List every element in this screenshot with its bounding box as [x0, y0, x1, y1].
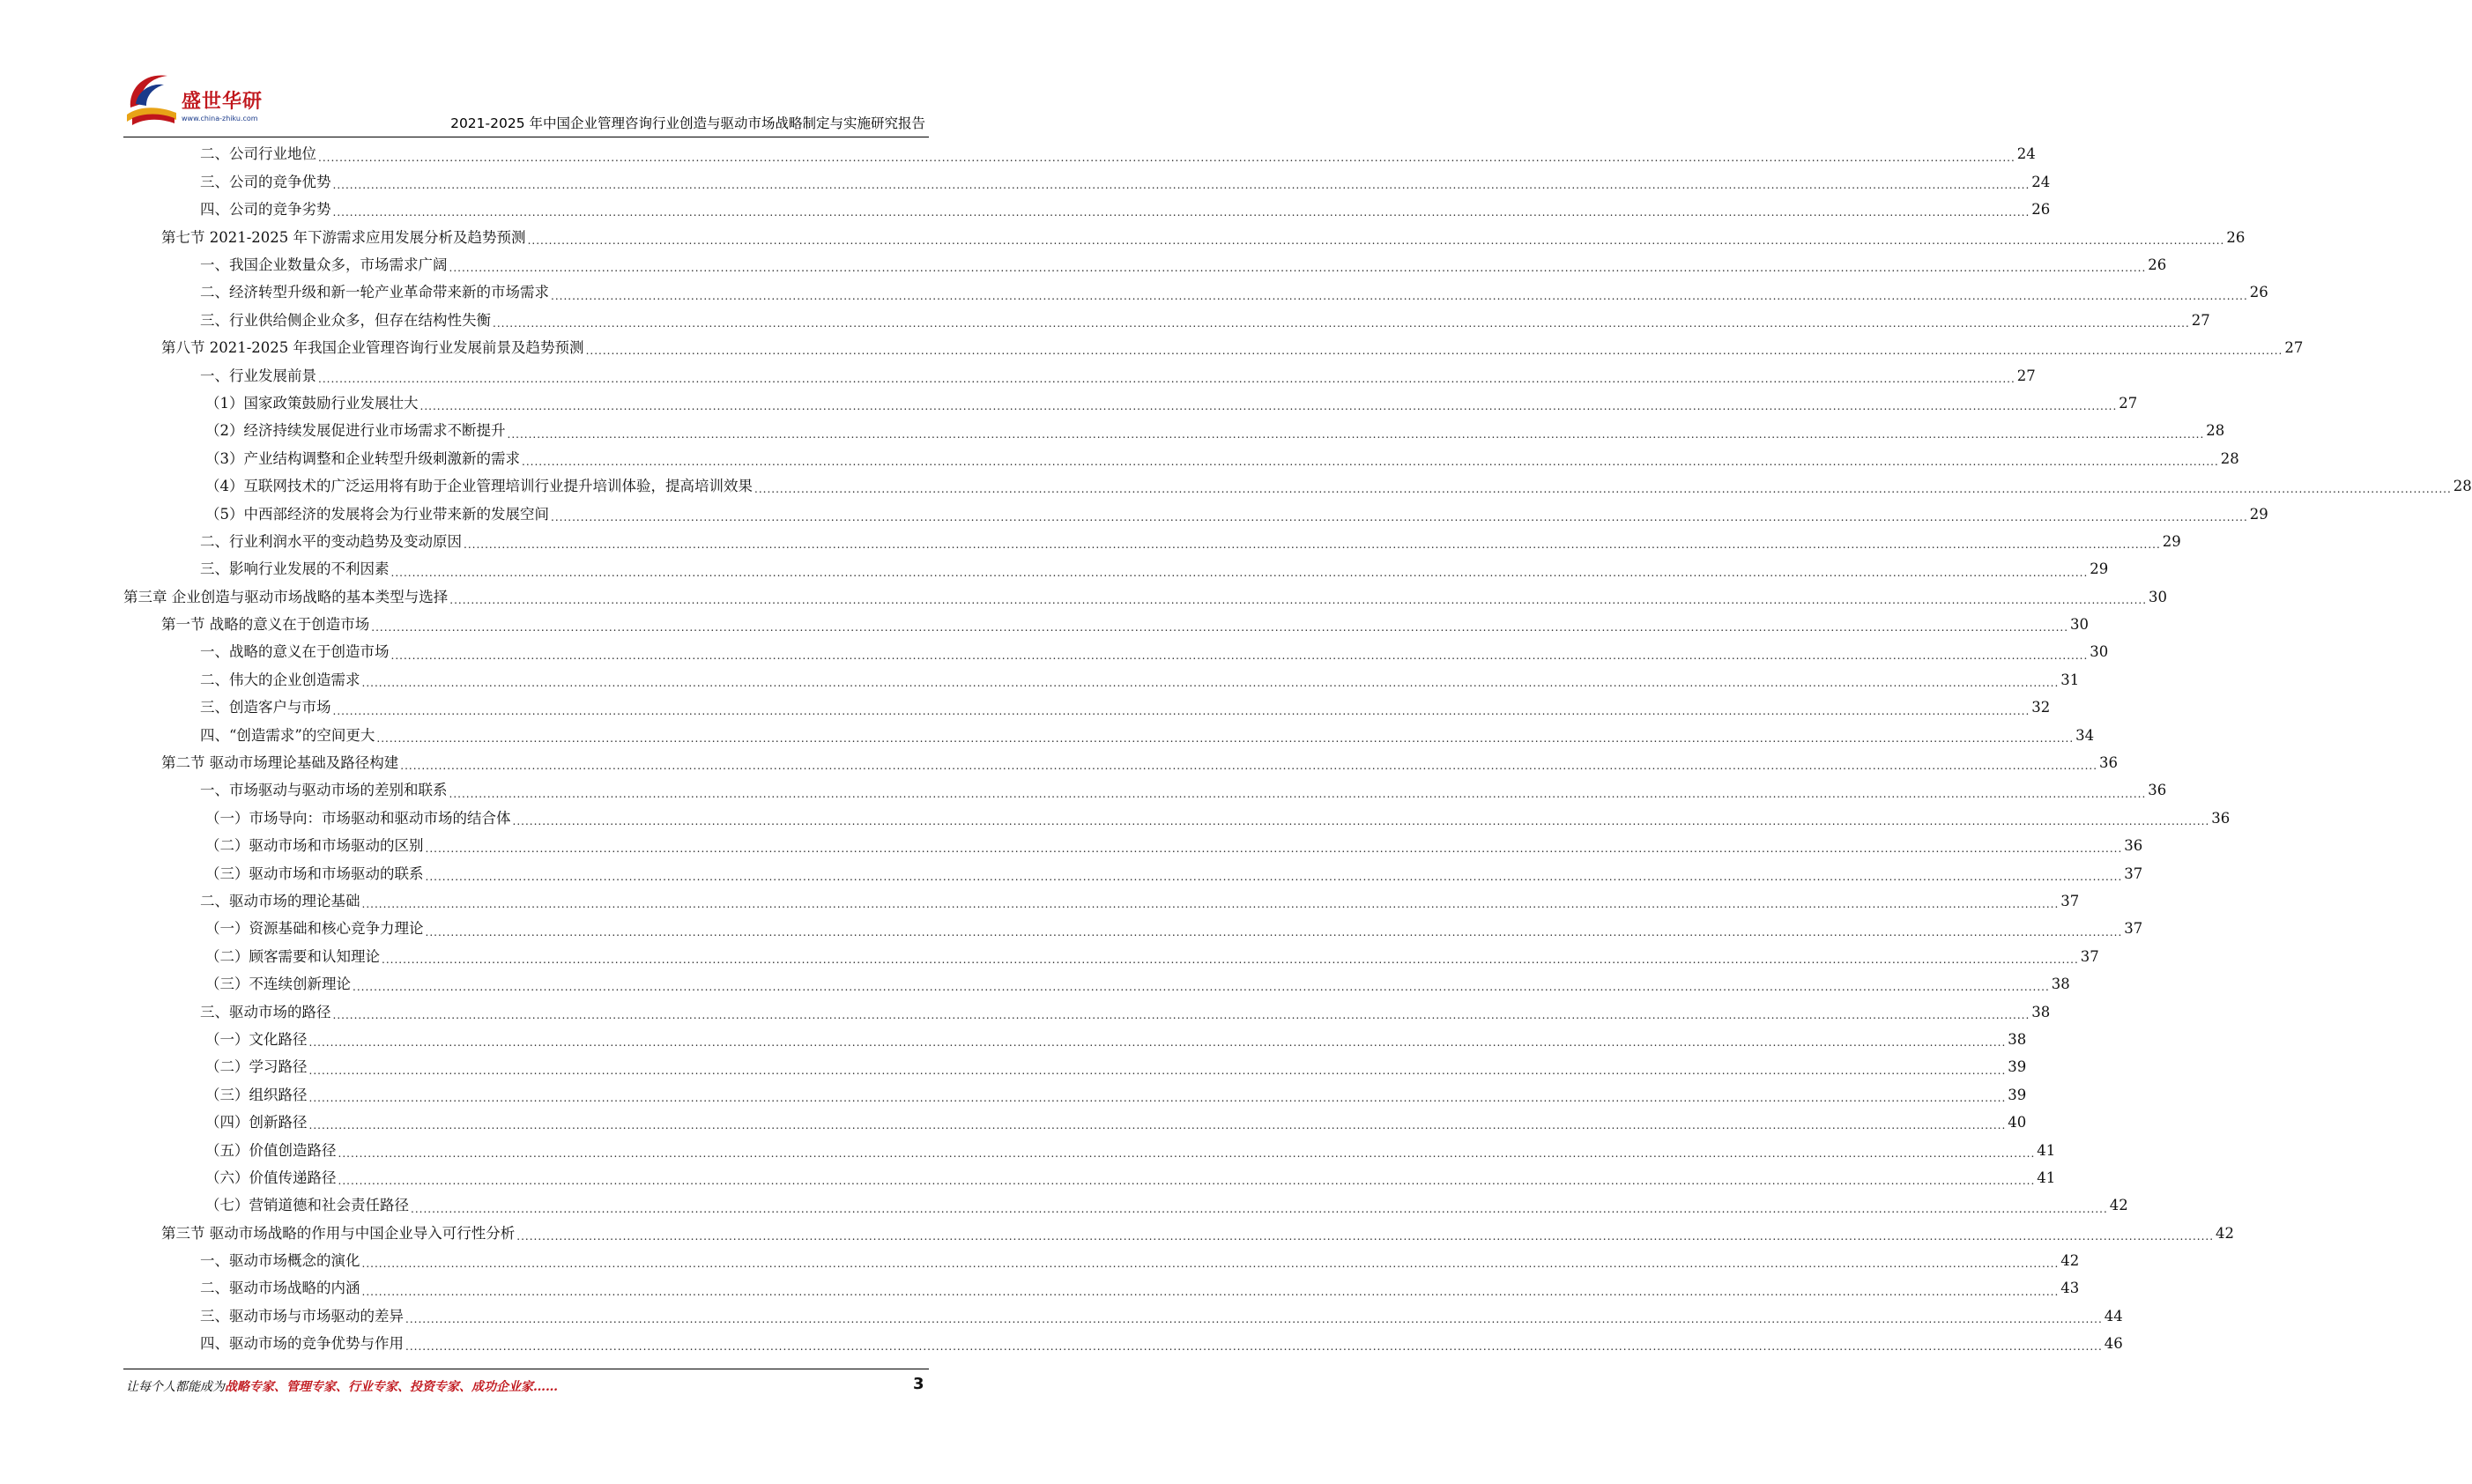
- toc-leader-dots: ................................................................................................................................................................................................................................................................................................................................................................................................................: [405, 1340, 2103, 1354]
- toc-entry[interactable]: [123, 1331, 2123, 1358]
- toc-entry[interactable]: [123, 639, 2109, 666]
- toc-entry-page: 27: [2284, 339, 2304, 357]
- toc-entry-page: 37: [2124, 864, 2143, 882]
- toc-entry-title: 三、驱动市场与市场驱动的差异: [200, 1307, 404, 1324]
- toc-entry-title: 四、“创造需求”的空间更大: [200, 726, 375, 744]
- toc-entry-page: 42: [2109, 1197, 2128, 1214]
- logo-url: www.china-zhiku.com: [182, 115, 258, 122]
- toc-entry[interactable]: [123, 612, 2090, 639]
- toc-entry[interactable]: [123, 445, 2239, 472]
- toc-leader-dots: ................................................................................................................................................................................................................................................................................................................................................................................................................: [338, 1175, 2036, 1188]
- toc-entry-title: 二、经济转型升级和新一轮产业革命带来新的市场需求: [200, 284, 549, 301]
- toc-entry-page: 27: [2191, 311, 2210, 329]
- toc-entry-page: 29: [2162, 532, 2181, 550]
- toc-entry-page: 26: [2249, 284, 2268, 301]
- toc-leader-dots: ................................................................................................................................................................................................................................................................................................................................................................................................................: [464, 538, 2161, 552]
- toc-entry[interactable]: [123, 252, 2167, 279]
- toc-entry[interactable]: [123, 501, 2268, 528]
- toc-entry-page: 34: [2075, 726, 2095, 744]
- toc-entry-page: 46: [2104, 1335, 2123, 1353]
- toc-leader-dots: ................................................................................................................................................................................................................................................................................................................................................................................................................: [419, 400, 2118, 413]
- toc-entry[interactable]: [123, 473, 2472, 501]
- toc-leader-dots: ................................................................................................................................................................................................................................................................................................................................................................................................................: [425, 925, 2123, 939]
- toc-entry-title: 四、公司的竞争劣势: [200, 201, 331, 219]
- toc-leader-dots: ................................................................................................................................................................................................................................................................................................................................................................................................................: [527, 234, 2225, 247]
- toc-entry[interactable]: [123, 307, 2210, 334]
- toc-entry-title: 二、驱动市场战略的内涵: [200, 1280, 360, 1297]
- toc-leader-dots: ................................................................................................................................................................................................................................................................................................................................................................................................................: [516, 1229, 2215, 1243]
- toc-entry-title: 一、我国企业数量众多，市场需求广阔: [200, 256, 448, 273]
- toc-entry-page: 39: [2008, 1086, 2027, 1103]
- toc-entry[interactable]: [123, 556, 2109, 583]
- toc-entry-page: 28: [2220, 449, 2239, 467]
- toc-entry-page: 41: [2037, 1169, 2056, 1186]
- toc-leader-dots: ................................................................................................................................................................................................................................................................................................................................................................................................................: [522, 455, 2219, 468]
- toc-entry[interactable]: [123, 777, 2167, 805]
- toc-entry-page: 39: [2008, 1058, 2027, 1076]
- toc-entry[interactable]: [123, 805, 2231, 832]
- toc-entry[interactable]: [123, 833, 2143, 860]
- toc-leader-dots: ................................................................................................................................................................................................................................................................................................................................................................................................................: [449, 593, 2148, 606]
- toc-leader-dots: ................................................................................................................................................................................................................................................................................................................................................................................................................: [332, 704, 2030, 717]
- toc-entry-page: 32: [2031, 699, 2051, 716]
- toc-leader-dots: ................................................................................................................................................................................................................................................................................................................................................................................................................: [551, 289, 2248, 302]
- toc-entry-title: 第七节 2021-2025 年下游需求应用发展分析及趋势预测: [161, 228, 526, 246]
- toc-leader-dots: ................................................................................................................................................................................................................................................................................................................................................................................................................: [390, 566, 2089, 579]
- toc-entry[interactable]: [123, 1109, 2027, 1137]
- toc-entry-page: 43: [2060, 1280, 2080, 1297]
- toc-leader-dots: ................................................................................................................................................................................................................................................................................................................................................................................................................: [318, 372, 2015, 385]
- toc-leader-dots: ................................................................................................................................................................................................................................................................................................................................................................................................................: [411, 1202, 2108, 1215]
- footer-slogan: [126, 1377, 558, 1395]
- toc-entry[interactable]: [123, 722, 2095, 749]
- toc-entry-title: （2）经济持续发展促进行业市场需求不断提升: [205, 422, 506, 440]
- toc-leader-dots: ................................................................................................................................................................................................................................................................................................................................................................................................................: [338, 1146, 2036, 1160]
- toc-leader-dots: ................................................................................................................................................................................................................................................................................................................................................................................................................: [308, 1036, 2007, 1050]
- toc-entry[interactable]: [123, 860, 2143, 887]
- toc-entry-page: 36: [2211, 809, 2231, 827]
- toc-leader-dots: ................................................................................................................................................................................................................................................................................................................................................................................................................: [318, 151, 2015, 164]
- toc-entry-page: 30: [2149, 588, 2168, 605]
- toc-entry-page: 36: [2099, 754, 2119, 772]
- toc-entry-page: 38: [2051, 976, 2070, 993]
- toc-entry-page: 24: [2016, 145, 2036, 163]
- toc-entry-title: 第八节 2021-2025 年我国企业管理咨询行业发展前景及趋势预测: [161, 339, 584, 357]
- toc-leader-dots: ................................................................................................................................................................................................................................................................................................................................................................................................................: [405, 1313, 2103, 1326]
- logo-swoosh-icon: [123, 69, 180, 130]
- toc-entry[interactable]: [123, 888, 2080, 916]
- toc-entry-page: 37: [2080, 947, 2099, 965]
- toc-leader-dots: ................................................................................................................................................................................................................................................................................................................................................................................................................: [400, 760, 2098, 773]
- report-title: 2021-2025 年中国企业管理咨询行业创造与驱动市场战略制定与实施研究报告: [450, 115, 925, 131]
- toc-leader-dots: ................................................................................................................................................................................................................................................................................................................................................................................................................: [308, 1091, 2007, 1104]
- toc-entry[interactable]: [123, 916, 2143, 943]
- toc-entry-title: 三、影响行业发展的不利因素: [200, 560, 390, 578]
- toc-leader-dots: ................................................................................................................................................................................................................................................................................................................................................................................................................: [449, 787, 2147, 800]
- toc-entry-page: 26: [2148, 256, 2167, 273]
- toc-leader-dots: ................................................................................................................................................................................................................................................................................................................................................................................................................: [493, 317, 2190, 330]
- toc-entry-title: 一、驱动市场概念的演化: [200, 1252, 360, 1270]
- toc-entry-page: 37: [2124, 920, 2143, 938]
- toc-entry[interactable]: [123, 998, 2051, 1026]
- toc-entry-page: 30: [2070, 616, 2090, 634]
- toc-entry-title: （5）中西部经济的发展将会为行业带来新的发展空间: [205, 505, 549, 523]
- toc-entry[interactable]: [123, 666, 2080, 694]
- toc-entry-title: （一）市场导向：市场驱动和驱动市场的结合体: [205, 809, 511, 827]
- toc-leader-dots: ................................................................................................................................................................................................................................................................................................................................................................................................................: [353, 981, 2050, 994]
- toc-entry[interactable]: [123, 224, 2246, 251]
- table-of-contents: [123, 141, 2472, 1358]
- toc-leader-dots: ................................................................................................................................................................................................................................................................................................................................................................................................................: [371, 621, 2069, 634]
- toc-entry[interactable]: [123, 197, 2051, 224]
- toc-entry[interactable]: [123, 1081, 2027, 1109]
- toc-entry-page: 38: [2008, 1030, 2027, 1048]
- toc-entry-title: 四、驱动市场的竞争优势与作用: [200, 1335, 404, 1353]
- toc-entry[interactable]: [123, 279, 2268, 307]
- toc-entry[interactable]: [123, 1164, 2056, 1191]
- toc-entry[interactable]: [123, 1054, 2027, 1081]
- toc-entry-page: 44: [2104, 1307, 2123, 1324]
- footer-slogan-highlight: 战略专家、管理专家、行业专家、投资专家、成功企业家……: [225, 1380, 558, 1394]
- toc-leader-dots: ................................................................................................................................................................................................................................................................................................................................................................................................................: [551, 510, 2248, 523]
- toc-entry-title: 第一节 战略的意义在于创造市场: [161, 616, 370, 634]
- toc-entry-title: （三）驱动市场和市场驱动的联系: [205, 864, 424, 882]
- toc-entry[interactable]: [123, 390, 2138, 418]
- toc-entry-title: 三、公司的竞争优势: [200, 173, 331, 190]
- toc-entry-title: 第三章 企业创造与驱动市场战略的基本类型与选择: [123, 588, 449, 605]
- toc-entry[interactable]: [123, 1220, 2235, 1247]
- logo-text: 盛世华研: [182, 91, 264, 113]
- toc-leader-dots: ................................................................................................................................................................................................................................................................................................................................................................................................................: [390, 649, 2089, 662]
- toc-entry-title: 一、市场驱动与驱动市场的差别和联系: [200, 782, 448, 799]
- toc-leader-dots: ................................................................................................................................................................................................................................................................................................................................................................................................................: [308, 1119, 2007, 1132]
- toc-entry-title: 一、战略的意义在于创造市场: [200, 643, 390, 661]
- toc-entry[interactable]: [123, 418, 2225, 445]
- toc-entry-page: 28: [2206, 422, 2225, 440]
- toc-entry-page: 28: [2453, 478, 2472, 495]
- toc-entry-title: （3）产业结构调整和企业转型升级刺激新的需求: [205, 449, 520, 467]
- toc-entry-title: （四）创新路径: [205, 1114, 308, 1132]
- toc-entry[interactable]: [123, 1027, 2027, 1054]
- toc-leader-dots: ................................................................................................................................................................................................................................................................................................................................................................................................................: [361, 1258, 2060, 1271]
- toc-entry-page: 30: [2090, 643, 2109, 661]
- toc-leader-dots: ................................................................................................................................................................................................................................................................................................................................................................................................................: [507, 427, 2205, 441]
- toc-entry-title: （一）资源基础和核心竞争力理论: [205, 920, 424, 938]
- toc-entry-page: 24: [2031, 173, 2051, 190]
- toc-leader-dots: ................................................................................................................................................................................................................................................................................................................................................................................................................: [361, 677, 2060, 690]
- toc-entry-title: （二）驱动市场和市场驱动的区别: [205, 837, 424, 855]
- toc-leader-dots: ................................................................................................................................................................................................................................................................................................................................................................................................................: [332, 1008, 2030, 1021]
- toc-entry-title: 三、创造客户与市场: [200, 699, 331, 716]
- toc-entry-page: 36: [2148, 782, 2167, 799]
- toc-leader-dots: ................................................................................................................................................................................................................................................................................................................................................................................................................: [425, 842, 2123, 856]
- toc-leader-dots: ................................................................................................................................................................................................................................................................................................................................................................................................................: [512, 815, 2210, 828]
- toc-entry-title: 二、行业利润水平的变动趋势及变动原因: [200, 532, 462, 550]
- toc-entry[interactable]: [123, 362, 2036, 390]
- toc-entry-page: 29: [2249, 505, 2268, 523]
- toc-entry-page: 38: [2031, 1003, 2051, 1020]
- footer-slogan-prefix: 让每个人都能成为: [126, 1380, 225, 1394]
- toc-entry-page: 27: [2119, 394, 2138, 412]
- toc-entry[interactable]: [123, 694, 2051, 722]
- toc-entry[interactable]: [123, 528, 2181, 555]
- page-header: [123, 69, 925, 139]
- toc-entry[interactable]: [123, 1192, 2128, 1220]
- toc-entry-title: 二、驱动市场的理论基础: [200, 892, 360, 909]
- toc-entry[interactable]: [123, 971, 2070, 998]
- toc-entry-page: 40: [2008, 1114, 2027, 1132]
- toc-entry-title: （1）国家政策鼓励行业发展壮大: [205, 394, 419, 412]
- toc-leader-dots: ................................................................................................................................................................................................................................................................................................................................................................................................................: [332, 206, 2030, 219]
- toc-leader-dots: ................................................................................................................................................................................................................................................................................................................................................................................................................: [425, 870, 2123, 883]
- toc-entry-title: 三、驱动市场的路径: [200, 1003, 331, 1020]
- toc-entry-title: 第三节 驱动市场战略的作用与中国企业导入可行性分析: [161, 1224, 516, 1242]
- toc-entry[interactable]: [123, 335, 2304, 362]
- toc-entry-title: （七）营销道德和社会责任路径: [205, 1197, 409, 1214]
- toc-leader-dots: ................................................................................................................................................................................................................................................................................................................................................................................................................: [376, 731, 2075, 745]
- toc-entry-title: 第二节 驱动市场理论基础及路径构建: [161, 754, 399, 772]
- toc-entry[interactable]: [123, 168, 2051, 196]
- toc-entry[interactable]: [123, 141, 2036, 168]
- toc-entry-title: 三、行业供给侧企业众多，但存在结构性失衡: [200, 311, 491, 329]
- toc-entry-page: 36: [2124, 837, 2143, 855]
- toc-entry-page: 37: [2060, 892, 2080, 909]
- toc-leader-dots: ................................................................................................................................................................................................................................................................................................................................................................................................................: [754, 483, 2452, 496]
- toc-leader-dots: ................................................................................................................................................................................................................................................................................................................................................................................................................: [449, 262, 2147, 275]
- toc-entry-title: （五）价值创造路径: [205, 1141, 337, 1159]
- toc-entry-page: 26: [2031, 201, 2051, 219]
- toc-entry-title: （二）顾客需要和认知理论: [205, 947, 380, 965]
- toc-leader-dots: ................................................................................................................................................................................................................................................................................................................................................................................................................: [308, 1064, 2007, 1077]
- page-number: 3: [913, 1375, 924, 1393]
- toc-leader-dots: ................................................................................................................................................................................................................................................................................................................................................................................................................: [382, 953, 2079, 967]
- toc-leader-dots: ................................................................................................................................................................................................................................................................................................................................................................................................................: [585, 345, 2283, 358]
- toc-leader-dots: ................................................................................................................................................................................................................................................................................................................................................................................................................: [361, 898, 2060, 911]
- toc-entry[interactable]: [123, 583, 2168, 611]
- toc-entry-title: （一）文化路径: [205, 1030, 308, 1048]
- toc-entry-title: 二、公司行业地位: [200, 145, 316, 163]
- toc-entry-page: 27: [2016, 367, 2036, 384]
- toc-entry[interactable]: [123, 750, 2119, 777]
- toc-entry-title: （4）互联网技术的广泛运用将有助于企业管理培训行业提升培训体验，提高培训效果: [205, 478, 753, 495]
- toc-entry[interactable]: [123, 1137, 2056, 1164]
- toc-entry-page: 26: [2226, 228, 2246, 246]
- toc-entry-page: 41: [2037, 1141, 2056, 1159]
- toc-entry-title: （六）价值传递路径: [205, 1169, 337, 1186]
- toc-entry-title: 一、行业发展前景: [200, 367, 316, 384]
- toc-entry-title: （三）不连续创新理论: [205, 976, 351, 993]
- toc-entry[interactable]: [123, 1302, 2123, 1330]
- toc-entry[interactable]: [123, 1248, 2080, 1275]
- toc-entry[interactable]: [123, 1275, 2080, 1302]
- toc-entry-title: 二、伟大的企业创造需求: [200, 671, 360, 688]
- toc-entry-title: （三）组织路径: [205, 1086, 308, 1103]
- toc-entry-page: 42: [2060, 1252, 2080, 1270]
- toc-entry-title: （二）学习路径: [205, 1058, 308, 1076]
- company-logo: [123, 69, 291, 134]
- toc-leader-dots: ................................................................................................................................................................................................................................................................................................................................................................................................................: [361, 1285, 2060, 1298]
- toc-entry[interactable]: [123, 943, 2099, 970]
- toc-entry-page: 42: [2216, 1224, 2235, 1242]
- toc-leader-dots: ................................................................................................................................................................................................................................................................................................................................................................................................................: [332, 179, 2030, 192]
- toc-entry-page: 29: [2090, 560, 2109, 578]
- toc-entry-page: 31: [2060, 671, 2080, 688]
